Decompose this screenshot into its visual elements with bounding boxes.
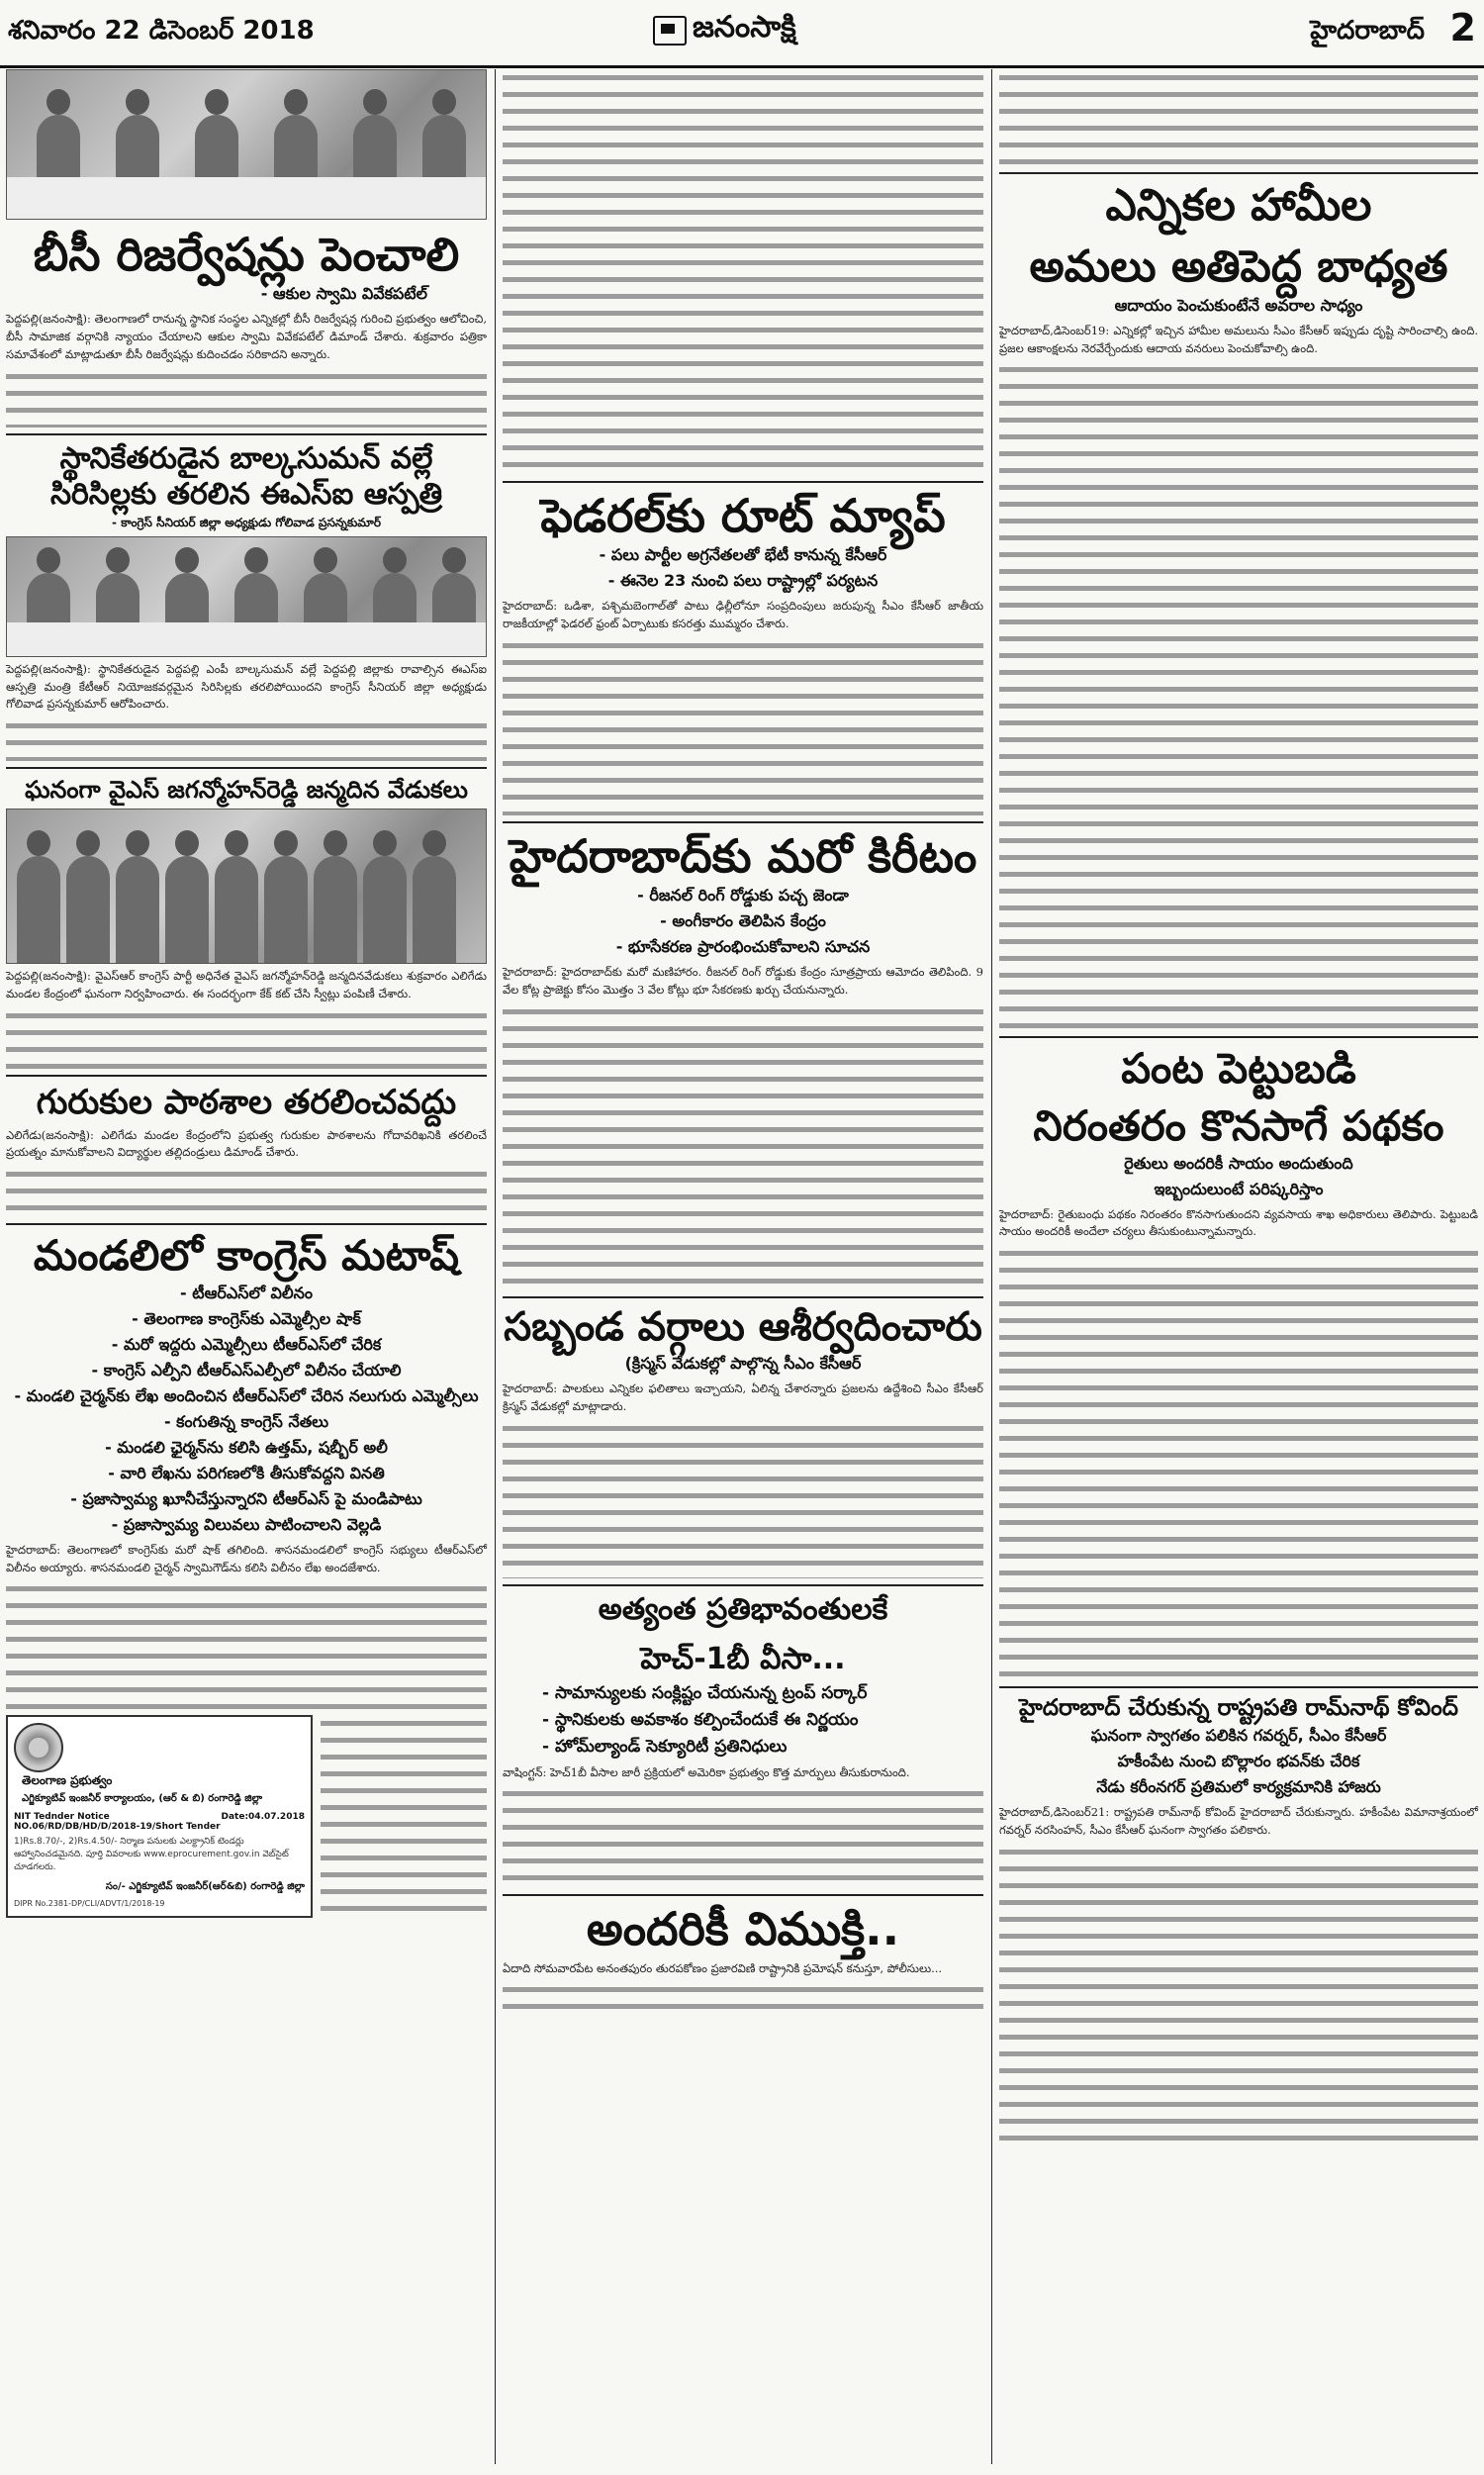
article xyxy=(6,1223,487,1709)
newspaper-name: జనంసాక్షి xyxy=(693,10,796,45)
article-continuation xyxy=(999,1844,1478,2141)
subhead: - ప్రజాస్వామ్య ఖూనీచేస్తున్నారని టీఆర్ఎస్ పై మండిపాటు xyxy=(70,1488,422,1508)
article-continuation xyxy=(6,717,487,761)
subhead: - ఈనెల 23 నుంచి పలు రాష్ట్రాల్లో పర్యటన xyxy=(607,571,879,591)
headline: హెచ్-1బీ వీసా... xyxy=(640,1641,846,1676)
ad-office: ఎగ్జిక్యూటివ్ ఇంజనీర్ కార్యాలయం, (ఆర్ & బి) రంగారెడ్డి జిల్లా xyxy=(22,1793,263,1805)
column-left xyxy=(6,69,487,1918)
subhead: - స్థానికులకు అవకాశం కల్పించేందుకే ఈ నిర్ణయం xyxy=(542,1709,859,1730)
ad-header: తెలంగాణ ప్రభుత్వం xyxy=(22,1773,113,1788)
article-body: పెద్దపల్లి(జనంసాక్షి): వైఎస్ఆర్ కాంగ్రెస్ పార్టీ అధినేత వైఎస్ జగన్మోహన్‌రెడ్డి జన్మదినవేడుకలు శుక్రవారం ఎలిగేడు మండల కేంద్రంలో ఘనంగా నిర్వహించారు. ఈ సందర్భంగా కేక్ కట్ చేసి స్వీట్లు పంపిణీ చేశారు. xyxy=(6,969,487,1000)
headline: బీసీ రిజర్వేషన్లు పెంచాలి xyxy=(33,228,460,281)
article-body: పెద్దపల్లి(జనంసాక్షి): స్థానికేతరుడైన పెద్దపల్లి ఎంపీ బాల్కసుమన్ వల్లే పెద్దపల్లి జిల్లాకు రావాల్సిన ఈఎస్ఐ ఆస్పత్రి మంత్రి కేటీఆర్ నియోజకవర్గమైన సిరిసిల్లకు తరలిపోయిందని కాంగ్రెస్ సీనియర్ జిల్లా అధ్యక్షుడు గోలివాడ ప్రసన్నకుమార్ ఆరోపించారు. xyxy=(6,661,487,712)
article xyxy=(999,172,1478,1030)
column-middle xyxy=(503,69,983,2021)
news-photo xyxy=(6,69,487,220)
issue-date: శనివారం 22 డిసెంబర్ 2018 xyxy=(8,16,315,46)
news-photo xyxy=(6,809,487,964)
headline: స్థానికేతరుడైన బాల్కసుమన్ వల్లే సిరిసిల్లకు తరలిన ఈఎస్ఐ ఆస్పత్రి xyxy=(49,440,443,512)
article-continuation xyxy=(503,1785,983,1888)
subhead: - మరో ఇద్దరు ఎమ్మెల్సీలు టీఆర్ఎస్‌లో చేరిక xyxy=(111,1334,382,1354)
headline: మండలిలో కాంగ్రెస్ మటాష్ xyxy=(33,1231,460,1281)
subhead: - వారి లేఖను పరిగణలోకి తీసుకోవద్దని వినతి xyxy=(108,1463,385,1482)
column-right xyxy=(999,69,1478,2141)
subhead: - మండలి చైర్మన్‌కు లేఖ అందించిన టీఆర్ఎస్‌లో చేరిన నలుగురు ఎమ్మెల్సీలు xyxy=(14,1385,479,1405)
article xyxy=(999,1036,1478,1680)
article-continuation xyxy=(6,1007,487,1069)
article-continuation xyxy=(6,368,487,428)
ad-signature: సం/- ఎగ్జిక్యూటివ్ ఇంజనీర్(ఆర్&బి) రంగారెడ్డి జిల్లా xyxy=(105,1881,305,1893)
article-body: హైదరాబాద్: ఒడిశా, పశ్చిమబెంగాల్‌తో పాటు ఢిల్లీలోనూ సంప్రదింపులు జరుపున్న సీఎం కేసీఆర్ జాతీయ రాజకీయాల్లో ఫెడరల్ ఫ్రంట్ ఏర్పాటుకు కసరత్తు ముమ్మరం చేశారు. xyxy=(503,599,983,631)
subhead: ఇబ్బందులుంటే పరిష్కరిస్తాం xyxy=(1154,1179,1324,1198)
masthead xyxy=(0,0,1484,68)
subhead: - అంగీకారం తెలిపిన కేంద్రం xyxy=(660,911,826,931)
article-continuation xyxy=(999,1245,1478,1680)
ad-notice-number: NIT Tednder Notice NO.06/RD/DB/HD/D/2018-19/Short Tender xyxy=(14,1812,221,1833)
headline: నిరంతరం కొనసాగే పథకం xyxy=(1033,1100,1444,1150)
article xyxy=(6,1075,487,1217)
byline: - ఆకుల స్వామి వివేకపటేల్ xyxy=(260,284,427,304)
article-body: హైదరాబాద్,డిసెంబర్21: రాష్ట్రపతి రామ్‌నాథ్ కోవింద్ హైదరాబాద్ చేరుకున్నారు. హకీంపేట విమానాశ్రయంలో గవర్నర్ నరసింహన్, సీఎం కేసీఆర్ ఘనంగా స్వాగతం పలికారు. xyxy=(999,1804,1478,1837)
headline: ఫెడరల్‌కు రూట్ మ్యాప్ xyxy=(540,489,946,542)
headline: సబ్బండ వర్గాలు ఆశీర్వదించారు xyxy=(504,1303,982,1350)
headline: పంట పెట్టుబడి xyxy=(1121,1044,1356,1094)
article-continuation xyxy=(503,1981,983,2021)
article xyxy=(999,1686,1478,2140)
article-continuation xyxy=(6,1580,487,1709)
headline: ఎన్నికల హామీల xyxy=(1105,180,1372,231)
headline: హైదరాబాద్‌కు మరో కిరీటం xyxy=(509,828,977,883)
subhead: - కంగుతిన్న కాంగ్రెస్ నేతలు xyxy=(163,1411,329,1431)
article-body: పెద్దపల్లి(జనంసాక్షి): తెలంగాణలో రానున్న స్థానిక సంస్థల ఎన్నికల్లో బీసీ రిజర్వేషన్ల గురించి ప్రభుత్వం ఆలోచించి, బీసీ సామాజిక వర్గానికి న్యాయం చేయాలని ఆకుల స్వామి వివేకపటేల్ డిమాండ్ చేశారు. శుక్రవారం పత్రికా సమావేశంలో మాట్లాడుతూ బీసీ రిజర్వేషన్లు కుదించడం సరికాదని అన్నారు. xyxy=(6,312,487,361)
government-emblem-icon xyxy=(14,1723,63,1772)
article-body: హైదరాబాద్: రైతుబంధు పథకం నిరంతరం కొనసాగుతుందని వ్యవసాయ శాఖ అధికారులు తెలిపారు. పెట్టుబడి సాయం అందరికీ అందేలా చర్యలు తీసుకుంటున్నామన్నారు. xyxy=(999,1206,1478,1239)
subhead: - హోమ్‌ల్యాండ్ సెక్యూరిటీ ప్రతినిధులు xyxy=(542,1736,788,1757)
headline: అత్యంత ప్రతిభావంతులకే xyxy=(598,1591,888,1627)
subhead: - కాంగ్రెస్ ఎల్పీని టీఆర్ఎస్ఎల్పీలో విలీనం చేయాలి xyxy=(91,1360,402,1380)
subhead: రైతులు అందరికీ సాయం అందుతుంది xyxy=(1124,1153,1353,1173)
subhead-list xyxy=(999,1726,1478,1800)
subhead: నేడు కరీంనగర్ ప్రతిమలో కార్యక్రమానికి హాజరు xyxy=(1096,1776,1381,1796)
subhead-list xyxy=(503,886,983,960)
ad-date: Date:04.07.2018 xyxy=(221,1812,305,1823)
article-continuation xyxy=(503,1003,983,1290)
article-body: హైదరాబాద్: పాలకులు ఎన్నికల ఫలితాలు ఇచ్చాయని, ఏలిన్న చేశారన్నారు ప్రజలను ఉద్దేశించి సీఎం కేసీఆర్ క్రిస్మస్ వేడుకల్లో మాట్లాడారు. xyxy=(503,1380,983,1413)
article xyxy=(503,821,983,1290)
article-continuation xyxy=(6,1166,487,1217)
article-body: వాషింగ్టన్: హెచ్1బీ వీసాల జారీ ప్రక్రియలో అమెరికా ప్రభుత్వం కొత్త మార్పులు తీసుకురానుంది. xyxy=(503,1764,910,1779)
ad-details: 1)Rs.8.70/-, 2)Rs.4.50/- నిర్మాణ పనులకు ఎలక్ట్రానిక్ టెండర్లు ఆహ్వానించడమైనది. పూర్తి వివరాలకు www.eprocurement.gov.in వెబ్‌సైట్ చూడగలరు. xyxy=(14,1837,289,1873)
column-rule xyxy=(495,69,496,2464)
article-body: హైదరాబాద్,డిసెంబర్19: ఎన్నికల్లో ఇచ్చిన హామీల అమలును సీఎం కేసీఆర్ ఇప్పుడు దృష్టి సారించాల్సి ఉంది. ప్రజల ఆకాంక్షలను నెరవేర్చేందుకు ఆదాయ వనరులు పెంచుకోవాల్సి ఉంది. xyxy=(999,323,1478,355)
subhead-list xyxy=(503,1683,983,1761)
article-body: ఎలిగేడు(జనంసాక్షి): ఎలిగేడు మండల కేంద్రంలోని ప్రభుత్వ గురుకుల పాఠశాలను గోదావరిఖనికి తరలించే ప్రయత్నం మానుకోవాలని విద్యార్థుల తల్లిదండ్రులు డిమాండ్ చేశారు. xyxy=(6,1127,487,1160)
edition-city: హైదరాబాద్ xyxy=(1310,16,1425,46)
subhead: - భూసేకరణ ప్రారంభించుకోవాలని సూచన xyxy=(615,937,871,957)
subhead: - పలు పార్టీల అగ్రనేతలతో భేటీ కానున్న కేసీఆర్ xyxy=(599,545,887,565)
article-continuation xyxy=(503,69,983,475)
article-body: హైదరాబాద్: హైదరాబాద్‌కు మరో మణిహారం. రీజనల్ రింగ్ రోడ్డుకు కేంద్రం సూత్రప్రాయ ఆమోదం తెలిపింది. 9 వేల కోట్ల ప్రాజెక్టు కోసం మొత్తం 3 వేల కోట్లు భూ సేకరణకు ఖర్చు చేయనున్నారు. xyxy=(503,965,983,997)
byline: - కాంగ్రెస్ సీనియర్ జిల్లా అధ్యక్షుడు గోలివాడ ప్రసన్నకుమార్ xyxy=(112,515,381,529)
headline: ఘనంగా వైఎస్ జగన్మోహన్‌రెడ్డి జన్మదిన వేడుకలు xyxy=(25,776,468,805)
tender-notice-ad xyxy=(6,1715,313,1918)
article xyxy=(503,1296,983,1578)
article-continuation xyxy=(503,637,983,815)
article xyxy=(6,767,487,1069)
news-photo xyxy=(6,536,487,657)
logo-icon xyxy=(653,16,687,46)
article xyxy=(503,1584,983,1889)
subhead: ఆదాయం పెంచుకుంటేనే అవరాల సాధ్యం xyxy=(1114,295,1363,315)
subhead: (క్రిస్మస్ వేడుకల్లో పాల్గొన్న సీఎం కేసీఆర్ xyxy=(624,1353,862,1373)
subhead: - తెలంగాణ కాంగ్రెస్‌కు ఎమ్మెల్సీల షాక్ xyxy=(132,1308,361,1328)
ad-reference: DIPR No.2381-DP/CLI/ADVT/1/2018-19 xyxy=(14,1899,165,1909)
bottom-block xyxy=(6,1715,487,1918)
article-continuation xyxy=(999,361,1478,1030)
article-continuation xyxy=(503,1420,983,1578)
article-continuation xyxy=(321,1715,487,1918)
article xyxy=(6,433,487,761)
page-number: 2 xyxy=(1449,6,1476,49)
subhead: - టీఆర్ఎస్‌లో విలీనం xyxy=(180,1283,313,1302)
headline: అందరికీ విముక్తి.. xyxy=(586,1902,900,1956)
article-body: హైదరాబాద్: తెలంగాణలో కాంగ్రెస్‌కు మరో షాక్ తగిలింది. శాసనమండలిలో కాంగ్రెస్ సభ్యులు టీఆర్ఎస్‌లో విలీనం అయ్యారు. శాసనమండలి చైర్మన్ స్వామిగౌడ్‌ను కలిసి విలీనం లేఖ అందజేశారు. xyxy=(6,1542,487,1574)
subhead: - మండలి ఛైర్మన్‌ను కలిసి ఉత్తమ్, షబ్బీర్ అలీ xyxy=(105,1437,388,1457)
subhead: హకీంపేట నుంచి బొల్లారం భవన్‌కు చేరిక xyxy=(1117,1751,1360,1770)
subhead-list xyxy=(6,1284,487,1538)
article xyxy=(503,481,983,815)
article-continuation xyxy=(999,69,1478,166)
newspaper-logo xyxy=(653,10,796,51)
subhead: ఘనంగా స్వాగతం పలికిన గవర్నర్, సీఎం కేసీఆర్ xyxy=(1090,1725,1387,1745)
article xyxy=(503,1894,983,2021)
subhead: - ప్రజాస్వామ్య విలువలు పాటించాలని వెల్లడి xyxy=(111,1514,382,1534)
subhead: - రీజనల్ రింగ్ రోడ్డుకు పచ్చ జెండా xyxy=(637,886,849,905)
subhead-list xyxy=(999,1154,1478,1202)
subhead: - సామాన్యులకు సంక్లిష్టం చేయనున్న ట్రంప్ సర్కార్ xyxy=(542,1682,868,1703)
headline: అమలు అతిపెద్ద బాధ్యత xyxy=(1029,240,1448,292)
column-rule xyxy=(991,69,992,2464)
article xyxy=(6,228,487,428)
headline: హైదరాబాద్ చేరుకున్న రాష్ట్రపతి రామ్‌నాథ్ కోవింద్ xyxy=(1018,1695,1458,1722)
article-body: ఏదాది సోమవారపేట అనంతపురం తురపకోణం ప్రజారవిణి రాష్ట్రానికి ప్రమోషన్ కనుస్తూ, పోలీసులు... xyxy=(503,1960,943,1975)
headline: గురుకుల పాఠశాల తరలించవద్దు xyxy=(36,1082,457,1122)
subhead-list xyxy=(503,545,983,594)
